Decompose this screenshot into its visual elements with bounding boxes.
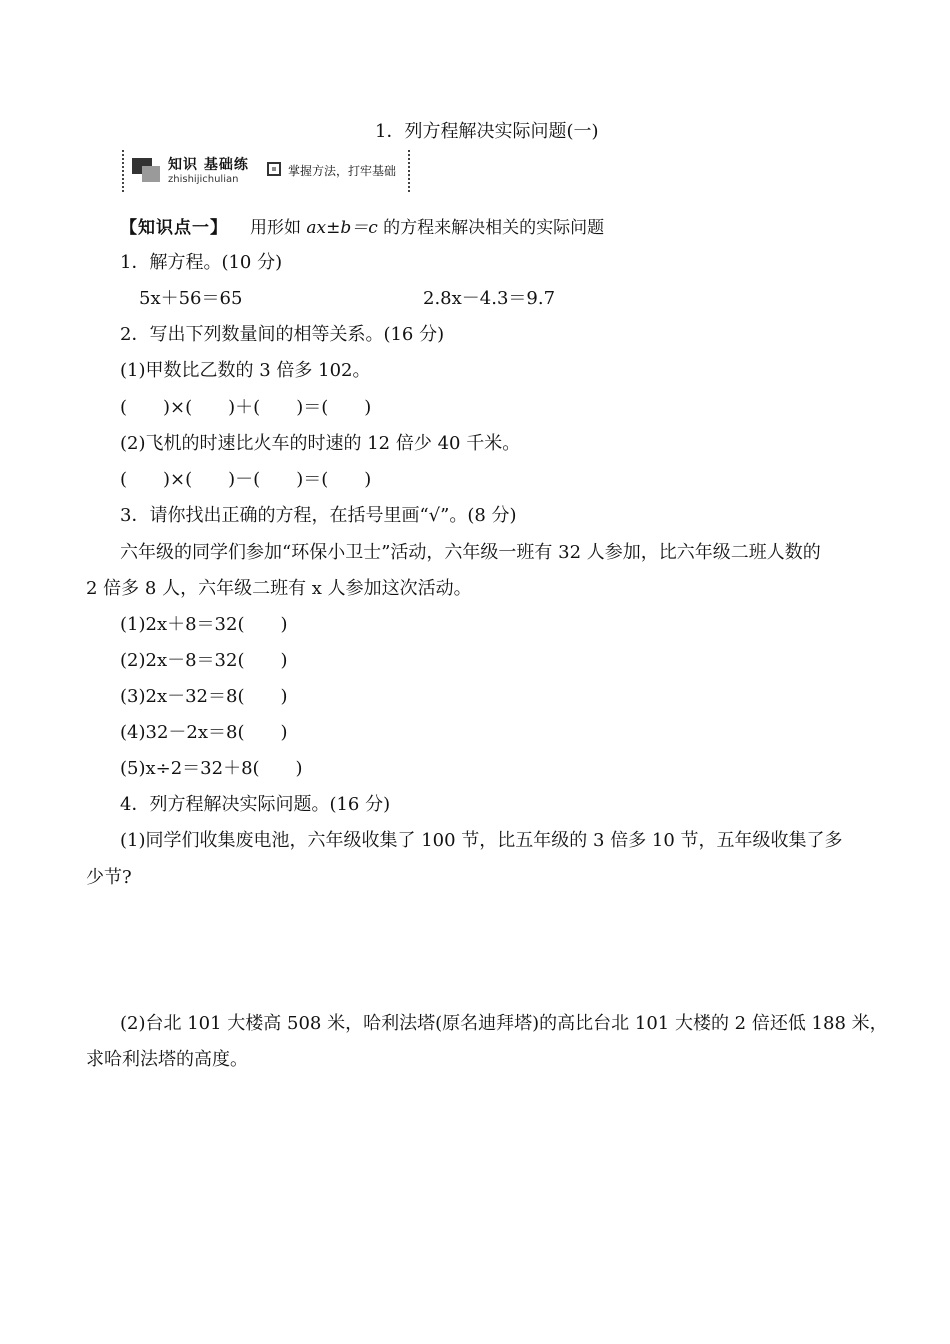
knowledge-point-heading <box>120 213 604 238</box>
q4-part2-line2: 求哈利法塔的高度。 <box>86 1049 248 1070</box>
q1-equation-a: 5x＋56＝65 <box>139 288 243 309</box>
q3-option-3: (3)2x－32＝8( ) <box>120 686 288 707</box>
banner-label: 知识 基础练 <box>168 157 249 173</box>
q4-part2-line1: (2)台北 101 大楼高 508 米，哈利法塔(原名迪拜塔)的高比台北 101 大楼的 2 倍还低 188 米， <box>120 1013 888 1034</box>
knowledge-point-formula: ax±b＝c <box>306 218 378 238</box>
q1-equation-b: 2.8x－4.3＝9.7 <box>423 288 556 309</box>
q4-part1-line2: 少节? <box>86 867 132 888</box>
q3-stem-line1: 六年级的同学们参加“环保小卫士”活动，六年级一班有 32 人参加，比六年级二班人数的 <box>120 542 821 563</box>
q1-heading: 1．解方程。(10 分) <box>120 252 283 273</box>
q4-part1-line1: (1)同学们收集废电池，六年级收集了 100 节，比五年级的 3 倍多 10 节，五年级收集了多 <box>120 830 843 851</box>
q2-part2-blanks: ( )×( )－( )＝( ) <box>120 469 372 490</box>
q3-heading: 3．请你找出正确的方程，在括号里画“√”。(8 分) <box>120 505 517 526</box>
q3-option-1: (1)2x＋8＝32( ) <box>120 614 288 635</box>
knowledge-point-text-pre: 用形如 <box>250 218 307 238</box>
banner-subtitle: 掌握方法，打牢基础 <box>288 164 397 178</box>
q3-option-5: (5)x÷2＝32＋8( ) <box>120 758 303 779</box>
q3-option-2: (2)2x－8＝32( ) <box>120 650 288 671</box>
knowledge-point-tag: 【知识点一】 <box>120 218 228 238</box>
page-title: 1．列方程解决实际问题(一) <box>375 121 599 142</box>
q3-stem-line2: 2 倍多 8 人，六年级二班有 x 人参加这次活动。 <box>86 578 472 599</box>
banner-pinyin: zhishijichulian <box>168 174 239 185</box>
square-bullet-icon <box>267 162 281 176</box>
q3-option-4: (4)32－2x＝8( ) <box>120 722 288 743</box>
q2-heading: 2．写出下列数量间的相等关系。(16 分) <box>120 324 445 345</box>
section-banner <box>122 150 412 192</box>
banner-right-divider <box>408 150 412 192</box>
banner-left-divider <box>122 150 126 192</box>
q2-part2: (2)飞机的时速比火车的时速的 12 倍少 40 千米。 <box>120 433 521 454</box>
banner-logo-gray-square <box>142 166 160 182</box>
q2-part1: (1)甲数比乙数的 3 倍多 102。 <box>120 360 371 381</box>
q4-heading: 4．列方程解决实际问题。(16 分) <box>120 794 391 815</box>
knowledge-point-text-post: 的方程来解决相关的实际问题 <box>377 218 605 238</box>
q2-part1-blanks: ( )×( )＋( )＝( ) <box>120 397 372 418</box>
